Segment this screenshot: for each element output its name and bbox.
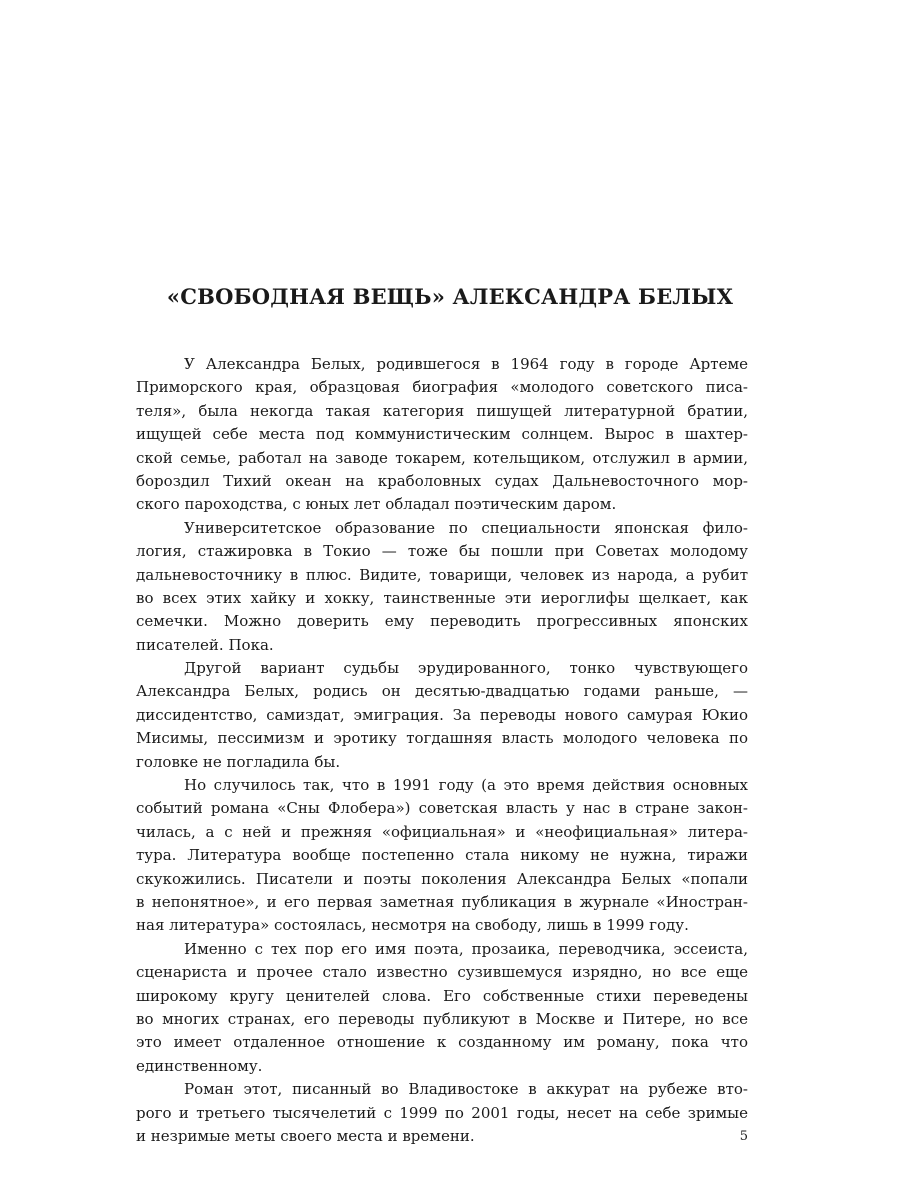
- paragraph: [136, 774, 748, 938]
- text-line: Именно с тех пор его имя поэта, прозаика, переводчика, эссеиста,: [184, 939, 748, 958]
- text-line: дальневосточнику в плюс. Видите, товарищи, человек из народа, а рубит: [136, 565, 748, 584]
- text-line: У Александра Белых, родившегося в 1964 году в городе Артеме: [184, 355, 748, 373]
- paragraph: [136, 353, 748, 517]
- text-line: широкому кругу ценителей слова. Его собственные стихи переведены: [136, 986, 748, 1005]
- text-line: Роман этот, писанный во Владивостоке в аккурат на рубеже вто-: [184, 1080, 748, 1099]
- text-line: ищущей себе места под коммунистическим солнцем. Вырос в шахтер-: [136, 425, 748, 444]
- text-line: сценариста и прочее стало известно сузившемуся изрядно, но все еще: [136, 963, 748, 982]
- page-number: 5: [739, 1129, 748, 1144]
- text-line: теля», была некогда такая категория пишущей литературной братии,: [136, 401, 748, 420]
- text-line: в непонятное», и его первая заметная публикация в журнале «Иностран-: [136, 892, 748, 911]
- text-line: во многих странах, его переводы публикуют в Москве и Питере, но все: [136, 1009, 748, 1028]
- text-line: писателей. Пока.: [136, 635, 274, 654]
- text-line: бороздил Тихий океан на краболовных судах Дальневосточного мор-: [136, 471, 748, 490]
- paragraph: [136, 938, 748, 1078]
- chapter-title: «СВОБОДНАЯ ВЕЩЬ» АЛЕКСАНДРА БЕЛЫХ: [166, 284, 734, 309]
- text-line: ского пароходства, с юных лет обладал поэтическим даром.: [136, 495, 617, 514]
- text-line: это имеет отдаленное отношение к созданному им роману, пока что: [136, 1033, 748, 1052]
- text-line: ная литература» состоялась, несмотря на свободу, лишь в 1999 году.: [136, 916, 689, 935]
- text-line: тура. Литература вообще постепенно стала никому не нужна, тиражи: [136, 846, 748, 865]
- body-text: [136, 353, 748, 1148]
- text-line: рого и третьего тысячелетий с 1999 по 2001 годы, несет на себе зримые: [136, 1103, 748, 1122]
- text-line: логия, стажировка в Токио — тоже бы пошли при Советах молодому: [136, 542, 748, 561]
- text-line: единственному.: [136, 1056, 263, 1075]
- paragraph: [136, 517, 748, 657]
- text-line: диссидентство, самиздат, эмиграция. За переводы нового самурая Юкио: [136, 705, 748, 724]
- text-line: семечки. Можно доверить ему переводить прогрессивных японских: [136, 612, 748, 631]
- text-line: Другой вариант судьбы эрудированного, тонко чувствующего: [184, 659, 748, 678]
- text-line: Приморского края, образцовая биография «молодого советского писа-: [136, 378, 748, 397]
- text-line: скукожились. Писатели и поэты поколения Александра Белых «попали: [136, 869, 748, 888]
- text-line: во всех этих хайку и хокку, таинственные эти иероглифы щелкает, как: [136, 588, 748, 607]
- text-line: Александра Белых, родись он десятью-двадцатью годами раньше, —: [136, 682, 748, 701]
- text-line: событий романа «Сны Флобера») советская власть у нас в стране закон-: [136, 799, 748, 818]
- text-line: Университетское образование по специальности японская фило-: [184, 518, 748, 537]
- text-line: и незримые меты своего места и времени.: [136, 1126, 475, 1145]
- text-line: чилась, а с ней и прежняя «официальная» и «неофициальная» литера-: [136, 822, 748, 841]
- paragraph: [136, 657, 748, 774]
- text-line: Мисимы, пессимизм и эротику тогдашняя власть молодого человека по: [136, 729, 748, 748]
- text-line: головке не погладила бы.: [136, 752, 341, 771]
- paragraph: [136, 1078, 748, 1148]
- text-line: Но случилось так, что в 1991 году (а это время действия основных: [184, 776, 748, 795]
- text-line: ской семье, работал на заводе токарем, котельщиком, отслужил в армии,: [136, 448, 748, 467]
